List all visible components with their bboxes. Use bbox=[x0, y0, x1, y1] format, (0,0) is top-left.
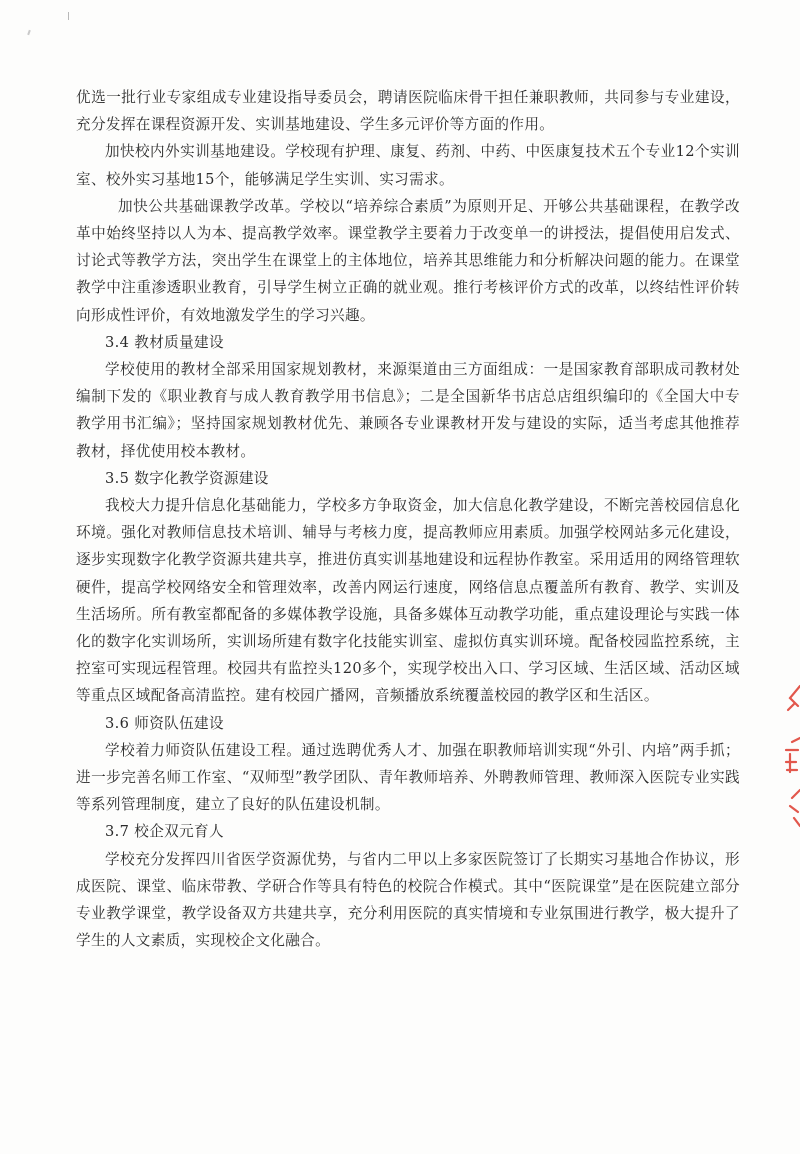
scan-mark bbox=[27, 30, 31, 35]
scan-mark bbox=[68, 12, 69, 20]
section-heading-3-7: 3.7 校企双元育人 bbox=[105, 823, 224, 841]
paragraph-basic-course: 加快公共基础课教学改革。学校以“培养综合素质”为原则开足、开够公共基础课程，在教学改革中始终坚持以人为本、提高教学效率。课堂教学主要着力于改变单一的讲授法，提倡使用启发式、讨论式等教学方法，突出学生在课堂上的主体地位，培养其思维能力和分析解决问题的能力。在课堂教学中注重渗透职业教育，引导学生树立正确的就业观。推行考核评价方式的改革，以终结性评价转向形成性评价，有效地激发学生的学习兴趣。 bbox=[76, 197, 740, 324]
section-heading-3-5: 3.5 数字化教学资源建设 bbox=[105, 469, 269, 487]
section-paragraph: 学校充分发挥四川省医学资源优势，与省内二甲以上多家医院签订了长期实习基地合作协议，形成医院、课堂、临床带教、学研合作等具有特色的校院合作模式。其中“医院课堂”是在医院建立部分专业教学课堂，教学设备双方共建共享，充分利用医院的真实情境和专业氛围进行教学，极大提升了学生的人文素质，实现校企文化融合。 bbox=[76, 850, 740, 950]
section-paragraph: 我校大力提升信息化基础能力，学校多方争取资金，加大信息化教学建设，不断完善校园信息化环境。强化对教师信息技术培训、辅导与考核力度，提高教师应用素质。加强学校网站多元化建设，逐步实现数字化教学资源共建共享，推进仿真实训基地建设和远程协作教室。采用适用的网络管理软硬件，提高学校网络安全和管理效率，改善内网运行速度，网络信息点覆盖所有教育、教学、实训及生活场所。所有教室都配备的多媒体教学设施，具备多媒体互动教学功能，重点建设理论与实践一体化的数字化实训场所，实训场所建有数字化技能实训室、虚拟仿真实训环境。配备校园监控系统，主控室可实现远程管理。校园共有监控头120多个，实现学校出入口、学习区域、生活区域、活动区域等重点区域配备高清监控。建有校园广播网，音频播放系统覆盖校园的教学区和生活区。 bbox=[76, 497, 740, 705]
section-heading-3-6: 3.6 师资队伍建设 bbox=[105, 714, 224, 732]
seal-stamp-edge bbox=[778, 680, 800, 830]
section-paragraph: 学校使用的教材全部采用国家规划教材，来源渠道由三方面组成：一是国家教育部职成司教材处编制下发的《职业教育与成人教育教学用书信息》；二是全国新华书店总店组织编印的《全国大中专教学用书汇编》；坚持国家规划教材优先、兼顾各专业课教材开发与建设的实际，适当考虑其他推荐教材，择优使用校本教材。 bbox=[76, 361, 740, 460]
paragraph-training-base: 加快校内外实训基地建设。学校现有护理、康复、药剂、中药、中医康复技术五个专业12个实训室、校外实习基地15个，能够满足学生实训、实习需求。 bbox=[76, 143, 740, 188]
section-paragraph: 学校着力师资队伍建设工程。通过选聘优秀人才、加强在职教师培训实现“外引、内培”两手抓；进一步完善名师工作室、“双师型”教学团队、青年教师培养、外聘教师管理、教师深入医院专业实践等系列管理制度，建立了良好的队伍建设机制。 bbox=[76, 741, 740, 814]
document-body bbox=[76, 84, 740, 955]
seal-stamp-graphic bbox=[778, 680, 800, 830]
paragraph-intro: 优选一批行业专家组成专业建设指导委员会，聘请医院临床骨干担任兼职教师，共同参与专业建设，充分发挥在课程资源开发、实训基地建设、学生多元评价等方面的作用。 bbox=[76, 89, 740, 134]
section-heading-3-4: 3.4 教材质量建设 bbox=[105, 333, 224, 351]
